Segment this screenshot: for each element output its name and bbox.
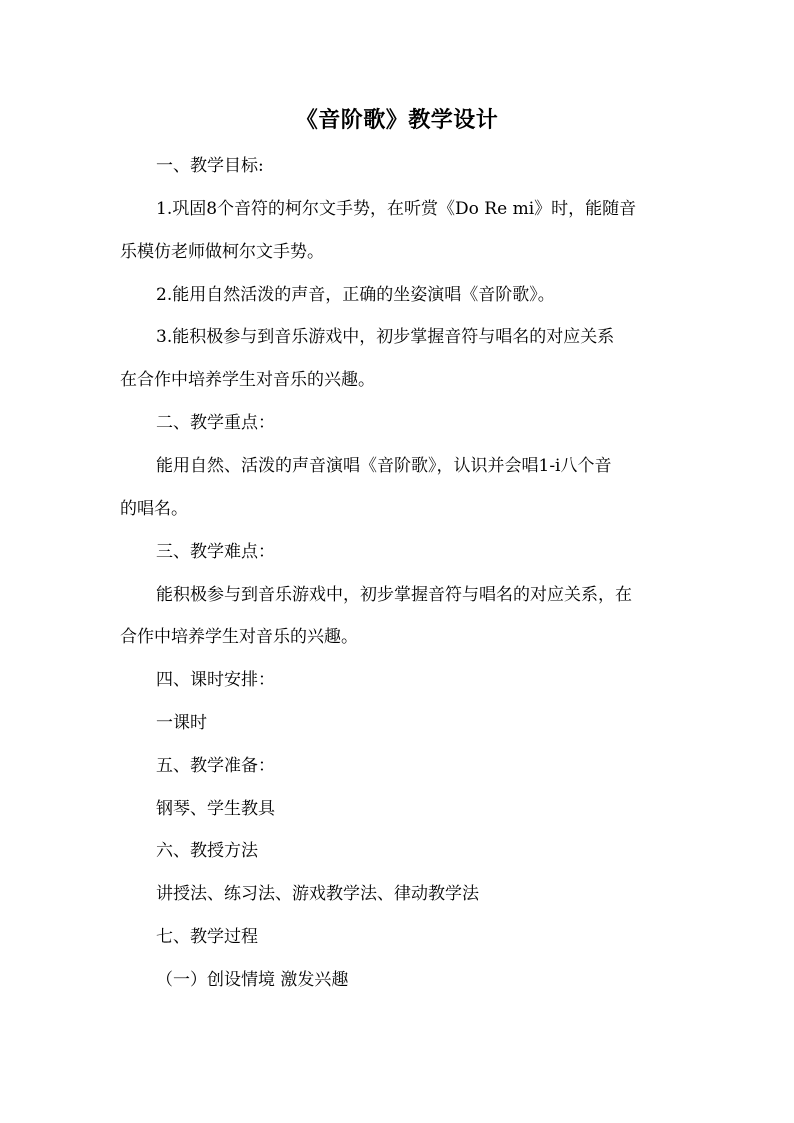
- document-title: 《音阶歌》教学设计: [295, 108, 499, 133]
- difficulties-line-1: 能积极参与到音乐游戏中，初步掌握音符与唱名的对应关系，在: [156, 585, 632, 605]
- difficulties-line-2: 合作中培养学生对音乐的兴趣。: [120, 627, 358, 647]
- section-heading-preparation: 五、教学准备：: [156, 756, 275, 776]
- section-heading-methods: 六、教授方法: [156, 841, 258, 861]
- process-subheading-1: （一）创设情境 激发兴趣: [156, 970, 349, 990]
- preparation-text: 钢琴、学生教具: [156, 799, 275, 819]
- key-points-line-2: 的唱名。: [120, 499, 188, 519]
- key-points-line-1: 能用自然、活泼的声音演唱《音阶歌》，认识并会唱1-i八个音: [156, 456, 612, 476]
- objective-3-line-2: 在合作中培养学生对音乐的兴趣。: [120, 370, 375, 390]
- objective-1-line-2: 乐模仿老师做柯尔文手势。: [120, 242, 324, 262]
- section-heading-process: 七、教学过程: [156, 927, 258, 947]
- section-heading-schedule: 四、课时安排：: [156, 670, 275, 690]
- objective-2: 2.能用自然活泼的声音，正确的坐姿演唱《音阶歌》。: [156, 285, 555, 305]
- section-heading-difficulties: 三、教学难点：: [156, 542, 275, 562]
- section-heading-key-points: 二、教学重点：: [156, 413, 275, 433]
- objective-3-line-1: 3.能积极参与到音乐游戏中，初步掌握音符与唱名的对应关系: [156, 327, 615, 347]
- section-heading-objectives: 一、教学目标:: [156, 156, 264, 176]
- schedule-text: 一课时: [156, 713, 207, 733]
- methods-text: 讲授法、练习法、游戏教学法、律动教学法: [156, 884, 479, 904]
- objective-1-line-1: 1.巩固8个音符的柯尔文手势，在听赏《Do Re mi》时，能随音: [156, 199, 637, 219]
